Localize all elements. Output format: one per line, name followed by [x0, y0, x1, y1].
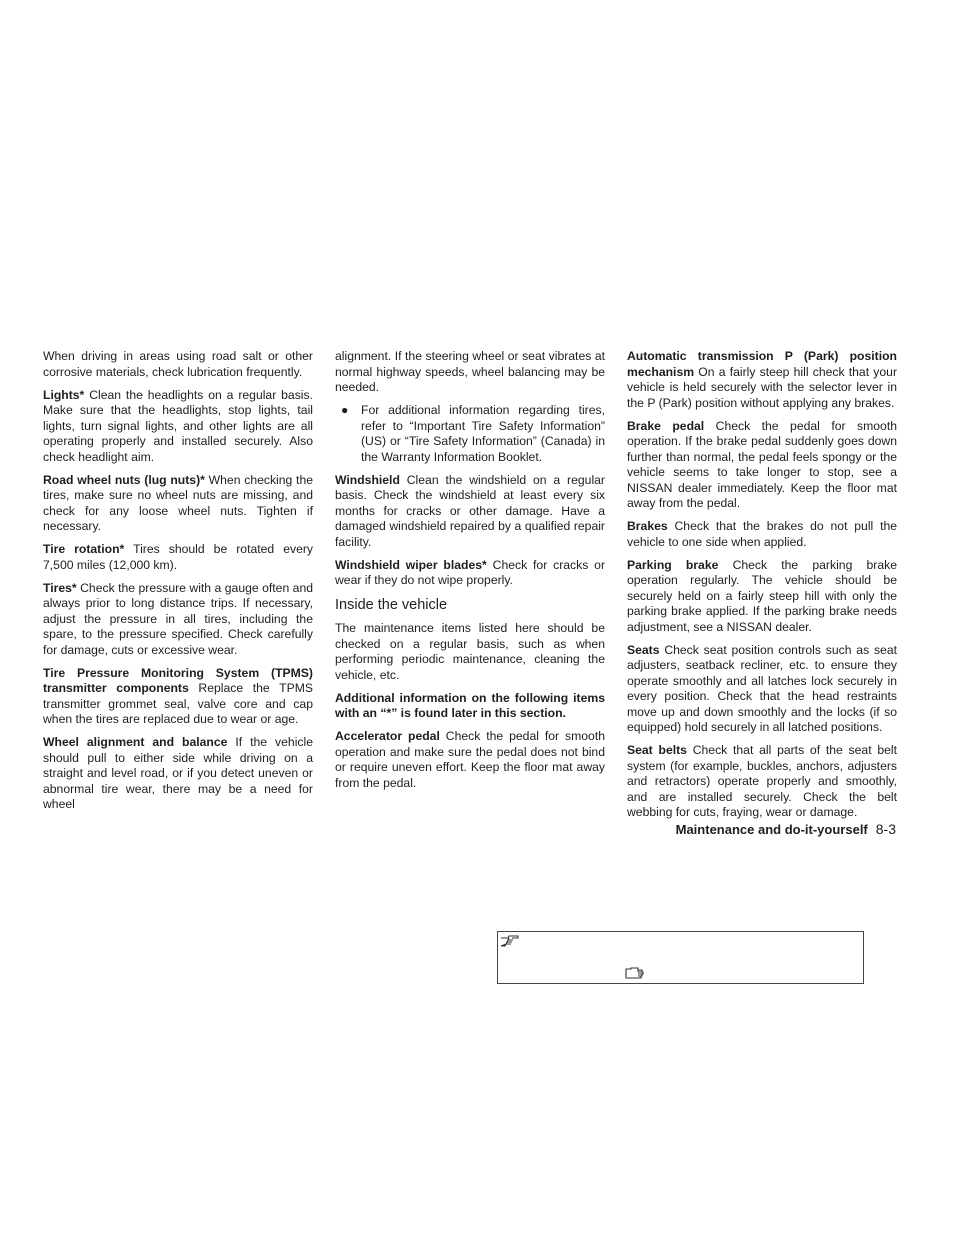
item-windshield [335, 473, 605, 551]
item-text: Tires should be rotated every 7,500 miles (12,000 km). [43, 542, 314, 572]
item-title: Seat belts [627, 743, 687, 757]
item-text: Clean the headlights on a regular basis. Make sure that the headlights, stop lights, tail lights, turn signal lights, and other lights are all operating properly and installed securely. Also check headlight aim. [43, 387, 313, 464]
item-seat-belts [627, 743, 897, 821]
bullet-item [335, 403, 605, 465]
item-text: Check for cracks or wear if they do not wipe properly. [335, 557, 605, 587]
item-wheel-nuts [43, 473, 313, 535]
footer-section-title: Maintenance and do-it-yourself [675, 822, 868, 837]
item-tire-rotation [43, 542, 313, 573]
item-text: Check the pressure with a gauge often and always prior to long distance trips. If necessary, adjust the pressure in all tires, including the spare, to the pressure specified. Check carefully for damage, cuts or excessive wear. [43, 580, 314, 657]
item-title: Accelerator pedal [335, 729, 440, 743]
item-title: Tires* [43, 580, 77, 595]
item-title: Automatic transmission P (Park) position mechanism [627, 349, 897, 379]
item-brakes [627, 519, 897, 550]
paragraph-additional-info [335, 691, 605, 722]
item-text: Check the pedal for smooth operation. If the brake pedal suddenly goes down further than normal, the pedal feels spongy or the vehicle seems to take longer to stop, see a NISSAN dealer immediately. Keep the floor mat away from the pedal. [627, 418, 897, 510]
pointing-hand-icon [625, 967, 645, 981]
item-title: Tire rotation* [43, 542, 125, 556]
item-text: Replace the TPMS transmitter grommet seal, valve core and cap when the tires are replaced due to wear or age. [43, 681, 313, 726]
item-title: Lights* [43, 387, 85, 402]
paragraph-road-salt: When driving in areas using road salt or other corrosive materials, check lubrication frequently. [43, 349, 313, 379]
item-title: Seats [627, 642, 660, 657]
item-tpms [43, 666, 313, 728]
paragraph-intro: The maintenance items listed here should be checked on a regular basis, such as when performing periodic maintenance, cleaning the vehicle, etc. [335, 621, 605, 682]
bullet-text: For additional information regarding tires, refer to “Important Tire Safety Information” (US) or “Tire Safety Information” (Canada) in the Warranty Information Booklet. [361, 403, 605, 464]
item-text: Check the parking brake operation regularly. The vehicle should be securely held on a fairly steep hill with only the parking brake applied. If the parking brake needs adjustment, see a NISSAN dealer. [627, 557, 897, 634]
additional-info-text: Additional information on the following items with an “*” is found later in this section. [335, 690, 605, 720]
item-tires [43, 581, 313, 659]
item-wiper-blades [335, 558, 605, 589]
pointing-hand-icon [500, 935, 520, 949]
item-text: Check seat position controls such as seat adjusters, seatback recliner, etc. to ensure they operate smoothly and all latches lock securely in every position. Check that the head restraints move up and down smoothly and the locks (if so equipped) hold securely in all latched positions. [627, 642, 897, 734]
item-brake-pedal [627, 419, 897, 512]
item-text: If the vehicle should pull to either side while driving on a straight and level road, or if you detect uneven or abnormal tire wear, there may be a need for wheel [43, 735, 313, 811]
item-title: Windshield [335, 472, 400, 487]
item-accelerator-pedal [335, 729, 605, 791]
item-title: Parking brake [627, 557, 719, 572]
item-title: Brake pedal [627, 418, 705, 433]
item-parking-brake [627, 558, 897, 636]
note-box [497, 931, 864, 984]
item-text: On a fairly steep hill check that your vehicle is held securely with the selector lever in the P (Park) position without applying any brakes. [627, 364, 897, 410]
item-title: Windshield wiper blades* [335, 557, 487, 572]
column-right [627, 349, 897, 828]
item-transmission-park [627, 349, 897, 411]
item-text: Check that the brakes do not pull the vehicle to one side when applied. [627, 519, 898, 549]
item-text: Check the pedal for smooth operation and make sure the pedal does not bind or require uneven effort. Keep the floor mat away from the pedal. [335, 729, 605, 790]
item-text: When checking the tires, make sure no wheel nuts are missing, and check for any loose wheel nuts. Tighten if necessary. [43, 472, 314, 533]
item-seats [627, 643, 897, 736]
item-text: Clean the windshield on a regular basis. Check the windshield at least every six months for cracks or other damage. Have a damaged windshield repaired by a qualified repair facility. [335, 472, 605, 549]
item-title: Tire Pressure Monitoring System (TPMS) transmitter components [43, 665, 313, 695]
page-footer [676, 821, 896, 837]
section-heading: Inside the vehicle [335, 597, 448, 613]
paragraph-alignment-cont: alignment. If the steering wheel or seat vibrates at normal highway speeds, wheel balancing may be needed. [335, 349, 605, 394]
item-title: Brakes [627, 519, 668, 533]
item-wheel-alignment [43, 735, 313, 813]
item-title: Wheel alignment and balance [43, 735, 228, 749]
bullet-icon: ● [341, 403, 349, 417]
item-lights [43, 388, 313, 466]
item-title: Road wheel nuts (lug nuts)* [43, 472, 205, 487]
item-text: Check that all parts of the seat belt system (for example, buckles, anchors, adjusters and retractors) operate properly and smoothly, and are installed securely. Check the belt webbing for cuts, fraying, wear or damage. [627, 743, 897, 819]
page-number: 8-3 [875, 821, 896, 837]
column-left [43, 349, 313, 820]
column-middle [335, 349, 605, 799]
